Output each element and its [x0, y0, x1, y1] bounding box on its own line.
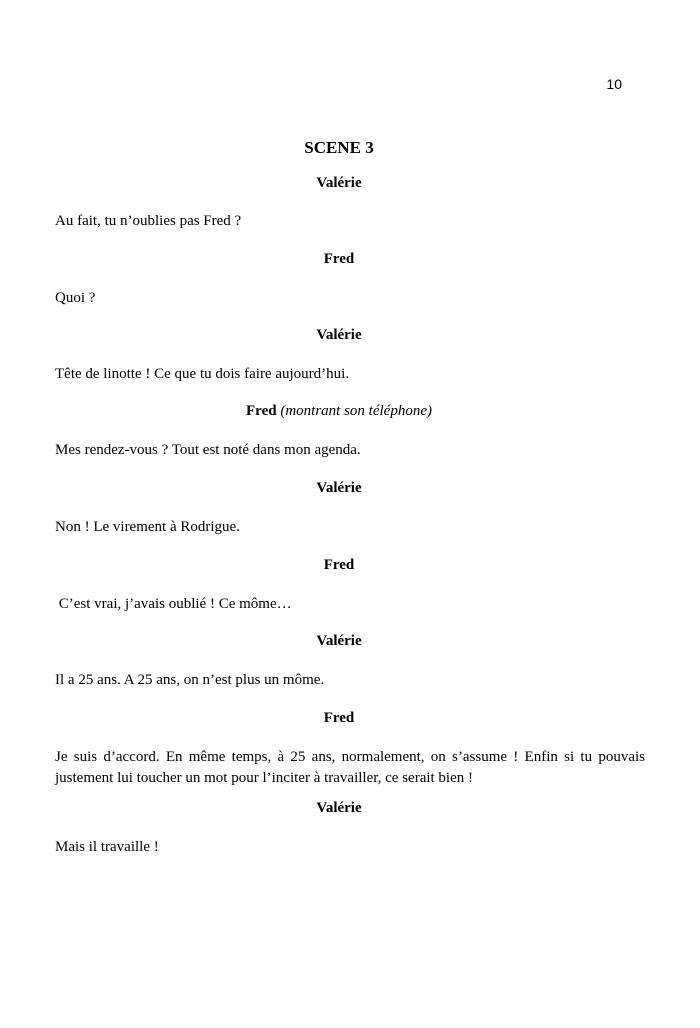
- page-number: 10: [606, 76, 622, 92]
- dialogue-line: Au fait, tu n’oublies pas Fred ?: [55, 213, 242, 229]
- speaker-name: Valérie: [316, 480, 362, 496]
- speaker-name: Valérie: [316, 175, 362, 191]
- dialogue-line: C’est vrai, j’avais oublié ! Ce môme…: [55, 596, 292, 612]
- speaker-with-direction: [0, 403, 678, 420]
- speaker-name: Valérie: [316, 800, 362, 816]
- dialogue-line: Il a 25 ans. A 25 ans, on n’est plus un môme.: [55, 672, 325, 688]
- dialogue-line: Mais il travaille !: [55, 839, 159, 855]
- speaker-name: Valérie: [316, 633, 362, 649]
- dialogue-line: Non ! Le virement à Rodrigue.: [55, 519, 240, 535]
- speaker-name: Valérie: [316, 327, 362, 343]
- speaker-name: Fred: [246, 403, 277, 419]
- scene-title: SCENE 3: [304, 138, 374, 157]
- dialogue-line: Quoi ?: [55, 290, 96, 306]
- dialogue-line: Mes rendez-vous ? Tout est noté dans mon agenda.: [55, 442, 361, 458]
- speaker-name: Fred: [323, 251, 355, 267]
- speaker-name: Fred: [323, 557, 355, 573]
- dialogue-line: Je suis d’accord. En même temps, à 25 ans, normalement, on s’assume ! Enfin si tu pouvais justement lui toucher un mot pour l’inciter à travailler, ce serait bien !: [55, 749, 645, 786]
- dialogue-line: Tête de linotte ! Ce que tu dois faire aujourd’hui.: [55, 366, 350, 382]
- stage-direction: (montrant son téléphone): [280, 403, 432, 419]
- speaker-name: Fred: [323, 710, 355, 726]
